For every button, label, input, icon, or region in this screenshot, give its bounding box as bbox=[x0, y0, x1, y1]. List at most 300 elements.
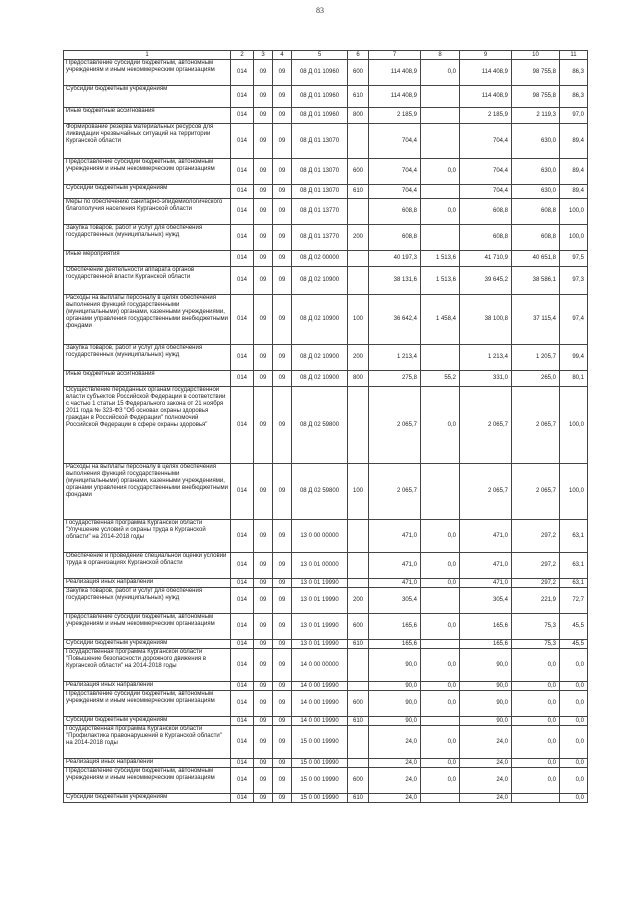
cell-subsection: 09 bbox=[273, 159, 292, 185]
cell-executed: 0,0 bbox=[512, 649, 560, 682]
cell-expense-type: 600 bbox=[348, 768, 369, 794]
cell-admin-code: 014 bbox=[231, 553, 254, 579]
cell-section: 09 bbox=[254, 794, 273, 803]
cell-executed: 0,0 bbox=[512, 717, 560, 726]
table-row bbox=[64, 520, 588, 553]
cell-refined: 114 408,9 bbox=[460, 86, 512, 108]
cell-refined: 90,0 bbox=[460, 649, 512, 682]
cell-target-article: 15 0 00 19990 bbox=[292, 759, 348, 768]
cell-section: 09 bbox=[254, 691, 273, 717]
cell-approved: 24,0 bbox=[369, 794, 421, 803]
cell-refined: 90,0 bbox=[460, 717, 512, 726]
table-row bbox=[64, 464, 588, 520]
cell-percent: 0,0 bbox=[560, 726, 588, 759]
cell-change: 0,0 bbox=[421, 60, 460, 86]
cell-name: Обеспечение деятельности аппарата органов государственной власти Курганской области bbox=[64, 267, 231, 295]
table-row bbox=[64, 553, 588, 579]
cell-expense-type: 610 bbox=[348, 185, 369, 199]
cell-section: 09 bbox=[254, 267, 273, 295]
cell-target-article: 08 Д 01 10960 bbox=[292, 60, 348, 86]
cell-approved: 114 408,9 bbox=[369, 86, 421, 108]
table-row bbox=[64, 86, 588, 108]
cell-target-article: 13 0 01 19990 bbox=[292, 579, 348, 588]
cell-expense-type bbox=[348, 124, 369, 159]
cell-admin-code: 014 bbox=[231, 371, 254, 387]
cell-percent: 100,0 bbox=[560, 464, 588, 520]
table-row bbox=[64, 588, 588, 614]
cell-name: Расходы на выплаты персоналу в целях обеспечения выполнения функций государственными (муниципальными) органами, казенными учреждениями, органами управления государственными внебюджетными фондами bbox=[64, 464, 231, 520]
cell-refined: 90,0 bbox=[460, 682, 512, 691]
cell-name: Государственная программа Курганской области "Профилактика правонарушений в Курганской области" на 2014-2018 годы bbox=[64, 726, 231, 759]
cell-percent: 0,0 bbox=[560, 794, 588, 803]
cell-executed: 2 119,3 bbox=[512, 108, 560, 124]
table-row bbox=[64, 251, 588, 267]
cell-admin-code: 014 bbox=[231, 649, 254, 682]
header-cell-section: 3 bbox=[254, 51, 273, 60]
table-row bbox=[64, 159, 588, 185]
table-body bbox=[64, 51, 588, 803]
header-cell-name: 1 bbox=[64, 51, 231, 60]
cell-change: 0,0 bbox=[421, 649, 460, 682]
cell-percent: 89,4 bbox=[560, 159, 588, 185]
cell-refined: 24,0 bbox=[460, 726, 512, 759]
cell-executed: 608,8 bbox=[512, 199, 560, 225]
cell-expense-type: 200 bbox=[348, 225, 369, 251]
cell-approved: 38 131,6 bbox=[369, 267, 421, 295]
cell-target-article: 08 Д 01 13770 bbox=[292, 199, 348, 225]
cell-target-article: 08 Д 01 13070 bbox=[292, 159, 348, 185]
cell-executed: 608,8 bbox=[512, 225, 560, 251]
cell-name: Субсидии бюджетным учреждениям bbox=[64, 640, 231, 649]
cell-executed: 630,0 bbox=[512, 159, 560, 185]
cell-name: Формирование резерва материальных ресурсов для ликвидации чрезвычайных ситуаций на территории Курганской области bbox=[64, 124, 231, 159]
cell-name: Субсидии бюджетным учреждениям bbox=[64, 86, 231, 108]
cell-target-article: 08 Д 01 13070 bbox=[292, 185, 348, 199]
cell-refined: 39 645,2 bbox=[460, 267, 512, 295]
page-number: 83 bbox=[316, 6, 324, 15]
cell-target-article: 08 Д 02 59800 bbox=[292, 464, 348, 520]
cell-expense-type bbox=[348, 251, 369, 267]
cell-target-article: 08 Д 01 10960 bbox=[292, 86, 348, 108]
cell-executed: 221,9 bbox=[512, 588, 560, 614]
cell-name: Иные бюджетные ассигнования bbox=[64, 108, 231, 124]
cell-refined: 38 100,8 bbox=[460, 295, 512, 345]
cell-subsection: 09 bbox=[273, 726, 292, 759]
cell-section: 09 bbox=[254, 124, 273, 159]
cell-change: 0,0 bbox=[421, 726, 460, 759]
cell-expense-type bbox=[348, 649, 369, 682]
cell-refined: 305,4 bbox=[460, 588, 512, 614]
cell-change bbox=[421, 588, 460, 614]
cell-subsection: 09 bbox=[273, 553, 292, 579]
cell-expense-type: 100 bbox=[348, 295, 369, 345]
table-header-row bbox=[64, 51, 588, 60]
cell-admin-code: 014 bbox=[231, 464, 254, 520]
cell-executed: 40 651,8 bbox=[512, 251, 560, 267]
table-row bbox=[64, 124, 588, 159]
cell-approved: 24,0 bbox=[369, 759, 421, 768]
cell-refined: 114 408,9 bbox=[460, 60, 512, 86]
cell-target-article: 08 Д 02 10900 bbox=[292, 267, 348, 295]
cell-expense-type: 610 bbox=[348, 86, 369, 108]
cell-refined: 704,4 bbox=[460, 124, 512, 159]
cell-section: 09 bbox=[254, 295, 273, 345]
table-row bbox=[64, 726, 588, 759]
cell-subsection: 09 bbox=[273, 759, 292, 768]
cell-expense-type: 800 bbox=[348, 371, 369, 387]
cell-name: Субсидии бюджетным учреждениям bbox=[64, 717, 231, 726]
cell-subsection: 09 bbox=[273, 768, 292, 794]
cell-target-article: 14 0 00 19990 bbox=[292, 691, 348, 717]
cell-executed: 2 065,7 bbox=[512, 387, 560, 464]
cell-executed: 2 065,7 bbox=[512, 464, 560, 520]
cell-percent: 45,5 bbox=[560, 614, 588, 640]
cell-target-article: 08 Д 01 10960 bbox=[292, 108, 348, 124]
header-cell-subsection: 4 bbox=[273, 51, 292, 60]
cell-change bbox=[421, 464, 460, 520]
table-row bbox=[64, 225, 588, 251]
table-row bbox=[64, 345, 588, 371]
cell-expense-type: 610 bbox=[348, 717, 369, 726]
cell-change: 0,0 bbox=[421, 682, 460, 691]
cell-admin-code: 014 bbox=[231, 86, 254, 108]
cell-name: Предоставление субсидий бюджетным, автономным учреждениям и иным некоммерческим организациям bbox=[64, 614, 231, 640]
cell-expense-type: 600 bbox=[348, 159, 369, 185]
cell-percent: 0,0 bbox=[560, 717, 588, 726]
cell-section: 09 bbox=[254, 371, 273, 387]
cell-name: Реализация иных направлений bbox=[64, 759, 231, 768]
cell-approved: 2 065,7 bbox=[369, 387, 421, 464]
cell-subsection: 09 bbox=[273, 588, 292, 614]
cell-section: 09 bbox=[254, 682, 273, 691]
cell-target-article: 15 0 00 19990 bbox=[292, 726, 348, 759]
cell-percent: 97,4 bbox=[560, 295, 588, 345]
cell-expense-type: 200 bbox=[348, 588, 369, 614]
cell-approved: 275,8 bbox=[369, 371, 421, 387]
cell-admin-code: 014 bbox=[231, 588, 254, 614]
cell-approved: 608,8 bbox=[369, 225, 421, 251]
cell-percent: 89,4 bbox=[560, 185, 588, 199]
cell-subsection: 09 bbox=[273, 614, 292, 640]
cell-change bbox=[421, 108, 460, 124]
cell-refined: 704,4 bbox=[460, 159, 512, 185]
cell-admin-code: 014 bbox=[231, 387, 254, 464]
cell-percent: 100,0 bbox=[560, 199, 588, 225]
cell-change: 1 513,6 bbox=[421, 267, 460, 295]
cell-admin-code: 014 bbox=[231, 60, 254, 86]
header-cell-expense-type: 6 bbox=[348, 51, 369, 60]
cell-name: Обеспечение и проведение специальной оценки условий труда в организациях Курганской области bbox=[64, 553, 231, 579]
cell-target-article: 08 Д 02 10900 bbox=[292, 295, 348, 345]
cell-change bbox=[421, 717, 460, 726]
cell-section: 09 bbox=[254, 649, 273, 682]
cell-percent: 0,0 bbox=[560, 768, 588, 794]
cell-refined: 471,0 bbox=[460, 553, 512, 579]
header-cell-approved: 7 bbox=[369, 51, 421, 60]
cell-refined: 2 065,7 bbox=[460, 464, 512, 520]
cell-expense-type bbox=[348, 199, 369, 225]
cell-admin-code: 014 bbox=[231, 579, 254, 588]
cell-change: 0,0 bbox=[421, 159, 460, 185]
cell-section: 09 bbox=[254, 387, 273, 464]
table-row bbox=[64, 759, 588, 768]
cell-executed: 0,0 bbox=[512, 768, 560, 794]
cell-admin-code: 014 bbox=[231, 520, 254, 553]
cell-refined: 471,0 bbox=[460, 579, 512, 588]
cell-change bbox=[421, 794, 460, 803]
cell-executed: 38 586,1 bbox=[512, 267, 560, 295]
cell-change: 55,2 bbox=[421, 371, 460, 387]
cell-percent: 89,4 bbox=[560, 124, 588, 159]
cell-refined: 704,4 bbox=[460, 185, 512, 199]
cell-change bbox=[421, 345, 460, 371]
cell-admin-code: 014 bbox=[231, 159, 254, 185]
cell-percent: 86,3 bbox=[560, 86, 588, 108]
cell-change: 1 513,6 bbox=[421, 251, 460, 267]
cell-admin-code: 014 bbox=[231, 614, 254, 640]
cell-expense-type: 100 bbox=[348, 464, 369, 520]
cell-executed: 265,0 bbox=[512, 371, 560, 387]
cell-percent: 100,0 bbox=[560, 387, 588, 464]
cell-subsection: 09 bbox=[273, 371, 292, 387]
cell-refined: 24,0 bbox=[460, 794, 512, 803]
cell-refined: 165,6 bbox=[460, 640, 512, 649]
cell-target-article: 13 0 00 00000 bbox=[292, 520, 348, 553]
cell-section: 09 bbox=[254, 726, 273, 759]
table-row bbox=[64, 185, 588, 199]
cell-executed: 630,0 bbox=[512, 185, 560, 199]
table-row bbox=[64, 640, 588, 649]
cell-percent: 63,1 bbox=[560, 579, 588, 588]
cell-change: 0,0 bbox=[421, 691, 460, 717]
cell-change bbox=[421, 185, 460, 199]
cell-executed: 297,2 bbox=[512, 520, 560, 553]
cell-change: 0,0 bbox=[421, 768, 460, 794]
cell-expense-type bbox=[348, 387, 369, 464]
cell-change: 0,0 bbox=[421, 553, 460, 579]
header-cell-percent: 11 bbox=[560, 51, 588, 60]
cell-target-article: 13 0 01 00000 bbox=[292, 553, 348, 579]
cell-target-article: 14 0 00 00000 bbox=[292, 649, 348, 682]
cell-admin-code: 014 bbox=[231, 640, 254, 649]
header-cell-change: 8 bbox=[421, 51, 460, 60]
cell-name: Государственная программа Курганской области "Повышение безопасности дорожного движения в Курганской области" на 2014-2018 годы bbox=[64, 649, 231, 682]
cell-expense-type bbox=[348, 726, 369, 759]
cell-expense-type bbox=[348, 520, 369, 553]
cell-approved: 165,6 bbox=[369, 640, 421, 649]
cell-approved: 471,0 bbox=[369, 520, 421, 553]
cell-subsection: 09 bbox=[273, 124, 292, 159]
cell-refined: 471,0 bbox=[460, 520, 512, 553]
cell-admin-code: 014 bbox=[231, 726, 254, 759]
cell-executed: 75,3 bbox=[512, 640, 560, 649]
cell-admin-code: 014 bbox=[231, 691, 254, 717]
cell-section: 09 bbox=[254, 614, 273, 640]
cell-percent: 72,7 bbox=[560, 588, 588, 614]
cell-refined: 1 213,4 bbox=[460, 345, 512, 371]
cell-percent: 100,0 bbox=[560, 225, 588, 251]
cell-name: Меры по обеспечению санитарно-эпидемиологического благополучия населения Курганской области bbox=[64, 199, 231, 225]
cell-subsection: 09 bbox=[273, 520, 292, 553]
cell-admin-code: 014 bbox=[231, 768, 254, 794]
table-row bbox=[64, 717, 588, 726]
cell-target-article: 08 Д 01 13770 bbox=[292, 225, 348, 251]
cell-section: 09 bbox=[254, 345, 273, 371]
cell-percent: 97,3 bbox=[560, 267, 588, 295]
budget-table bbox=[63, 50, 588, 803]
cell-subsection: 09 bbox=[273, 295, 292, 345]
table-row bbox=[64, 682, 588, 691]
cell-expense-type: 600 bbox=[348, 60, 369, 86]
cell-target-article: 14 0 00 19990 bbox=[292, 717, 348, 726]
cell-executed: 0,0 bbox=[512, 759, 560, 768]
cell-change bbox=[421, 640, 460, 649]
cell-change bbox=[421, 124, 460, 159]
cell-approved: 90,0 bbox=[369, 649, 421, 682]
cell-approved: 2 185,9 bbox=[369, 108, 421, 124]
cell-expense-type: 600 bbox=[348, 691, 369, 717]
cell-executed: 1 205,7 bbox=[512, 345, 560, 371]
cell-subsection: 09 bbox=[273, 185, 292, 199]
cell-expense-type bbox=[348, 579, 369, 588]
cell-subsection: 09 bbox=[273, 691, 292, 717]
cell-name: Реализация иных направлений bbox=[64, 682, 231, 691]
cell-change: 1 458,4 bbox=[421, 295, 460, 345]
cell-subsection: 09 bbox=[273, 464, 292, 520]
cell-name: Государственная программа Курганской области "Улучшение условий и охраны труда в Курганской области" на 2014-2018 годы bbox=[64, 520, 231, 553]
cell-approved: 471,0 bbox=[369, 553, 421, 579]
cell-admin-code: 014 bbox=[231, 108, 254, 124]
cell-subsection: 09 bbox=[273, 640, 292, 649]
cell-approved: 36 642,4 bbox=[369, 295, 421, 345]
header-cell-executed: 10 bbox=[512, 51, 560, 60]
table-row bbox=[64, 199, 588, 225]
cell-target-article: 13 0 01 19990 bbox=[292, 614, 348, 640]
cell-subsection: 09 bbox=[273, 579, 292, 588]
table-row bbox=[64, 794, 588, 803]
cell-admin-code: 014 bbox=[231, 759, 254, 768]
cell-expense-type: 610 bbox=[348, 640, 369, 649]
cell-change: 0,0 bbox=[421, 387, 460, 464]
cell-change: 0,0 bbox=[421, 199, 460, 225]
table-row bbox=[64, 295, 588, 345]
cell-change bbox=[421, 86, 460, 108]
cell-admin-code: 014 bbox=[231, 251, 254, 267]
cell-section: 09 bbox=[254, 225, 273, 251]
cell-percent: 63,1 bbox=[560, 520, 588, 553]
cell-section: 09 bbox=[254, 759, 273, 768]
cell-expense-type: 600 bbox=[348, 614, 369, 640]
cell-section: 09 bbox=[254, 579, 273, 588]
cell-target-article: 08 Д 02 00000 bbox=[292, 251, 348, 267]
cell-subsection: 09 bbox=[273, 86, 292, 108]
cell-subsection: 09 bbox=[273, 717, 292, 726]
cell-percent: 0,0 bbox=[560, 649, 588, 682]
cell-name: Предоставление субсидий бюджетным, автономным учреждениям и иным некоммерческим организациям bbox=[64, 768, 231, 794]
cell-approved: 704,4 bbox=[369, 124, 421, 159]
cell-name: Предоставление субсидий бюджетным, автономным учреждениям и иным некоммерческим организациям bbox=[64, 691, 231, 717]
cell-section: 09 bbox=[254, 640, 273, 649]
cell-name: Осуществление переданных органам государственной власти субъектов Российской Федерации в соответствии с частью 1 статьи 15 Федерального закона от 21 ноября 2011 года № 323-ФЗ "Об основах охраны здоровья граждан в Российской Федерации" полномочий Российской Федерации в сфере охраны здоровья" bbox=[64, 387, 231, 464]
cell-section: 09 bbox=[254, 60, 273, 86]
cell-subsection: 09 bbox=[273, 794, 292, 803]
cell-name: Закупка товаров, работ и услуг для обеспечения государственных (муниципальных) нужд bbox=[64, 588, 231, 614]
cell-approved: 1 213,4 bbox=[369, 345, 421, 371]
cell-expense-type bbox=[348, 682, 369, 691]
cell-subsection: 09 bbox=[273, 387, 292, 464]
cell-subsection: 09 bbox=[273, 225, 292, 251]
cell-approved: 704,4 bbox=[369, 185, 421, 199]
cell-change: 0,0 bbox=[421, 520, 460, 553]
cell-percent: 97,0 bbox=[560, 108, 588, 124]
cell-executed: 0,0 bbox=[512, 682, 560, 691]
cell-admin-code: 014 bbox=[231, 682, 254, 691]
cell-change: 0,0 bbox=[421, 579, 460, 588]
cell-target-article: 08 Д 01 13070 bbox=[292, 124, 348, 159]
cell-admin-code: 014 bbox=[231, 225, 254, 251]
cell-subsection: 09 bbox=[273, 60, 292, 86]
header-cell-refined: 9 bbox=[460, 51, 512, 60]
cell-executed: 0,0 bbox=[512, 726, 560, 759]
cell-refined: 24,0 bbox=[460, 759, 512, 768]
cell-percent: 0,0 bbox=[560, 682, 588, 691]
cell-expense-type bbox=[348, 553, 369, 579]
cell-approved: 90,0 bbox=[369, 682, 421, 691]
cell-approved: 24,0 bbox=[369, 726, 421, 759]
cell-percent: 63,1 bbox=[560, 553, 588, 579]
cell-section: 09 bbox=[254, 520, 273, 553]
cell-section: 09 bbox=[254, 553, 273, 579]
table-row bbox=[64, 387, 588, 464]
cell-approved: 90,0 bbox=[369, 691, 421, 717]
cell-approved: 165,6 bbox=[369, 614, 421, 640]
table-row bbox=[64, 614, 588, 640]
cell-target-article: 08 Д 02 59800 bbox=[292, 387, 348, 464]
cell-admin-code: 014 bbox=[231, 124, 254, 159]
cell-refined: 24,0 bbox=[460, 768, 512, 794]
cell-subsection: 09 bbox=[273, 345, 292, 371]
cell-refined: 2 065,7 bbox=[460, 387, 512, 464]
table-row bbox=[64, 267, 588, 295]
cell-target-article: 08 Д 02 10900 bbox=[292, 371, 348, 387]
cell-name: Иные бюджетные ассигнования bbox=[64, 371, 231, 387]
cell-executed: 98 755,8 bbox=[512, 86, 560, 108]
cell-subsection: 09 bbox=[273, 649, 292, 682]
cell-executed bbox=[512, 794, 560, 803]
table-row bbox=[64, 691, 588, 717]
cell-admin-code: 014 bbox=[231, 295, 254, 345]
cell-subsection: 09 bbox=[273, 251, 292, 267]
cell-name: Закупка товаров, работ и услуг для обеспечения государственных (муниципальных) нужд bbox=[64, 225, 231, 251]
cell-name: Субсидии бюджетным учреждениям bbox=[64, 185, 231, 199]
cell-subsection: 09 bbox=[273, 108, 292, 124]
cell-name: Иные мероприятия bbox=[64, 251, 231, 267]
cell-approved: 704,4 bbox=[369, 159, 421, 185]
cell-percent: 45,5 bbox=[560, 640, 588, 649]
cell-approved: 114 408,9 bbox=[369, 60, 421, 86]
cell-name: Реализация иных направлений bbox=[64, 579, 231, 588]
cell-approved: 305,4 bbox=[369, 588, 421, 614]
header-cell-target-article: 5 bbox=[292, 51, 348, 60]
cell-refined: 608,8 bbox=[460, 199, 512, 225]
cell-section: 09 bbox=[254, 185, 273, 199]
cell-target-article: 15 0 00 19990 bbox=[292, 768, 348, 794]
cell-approved: 24,0 bbox=[369, 768, 421, 794]
header-cell-admin-code: 2 bbox=[231, 51, 254, 60]
cell-executed: 297,2 bbox=[512, 579, 560, 588]
cell-target-article: 14 0 00 19990 bbox=[292, 682, 348, 691]
table-row bbox=[64, 108, 588, 124]
